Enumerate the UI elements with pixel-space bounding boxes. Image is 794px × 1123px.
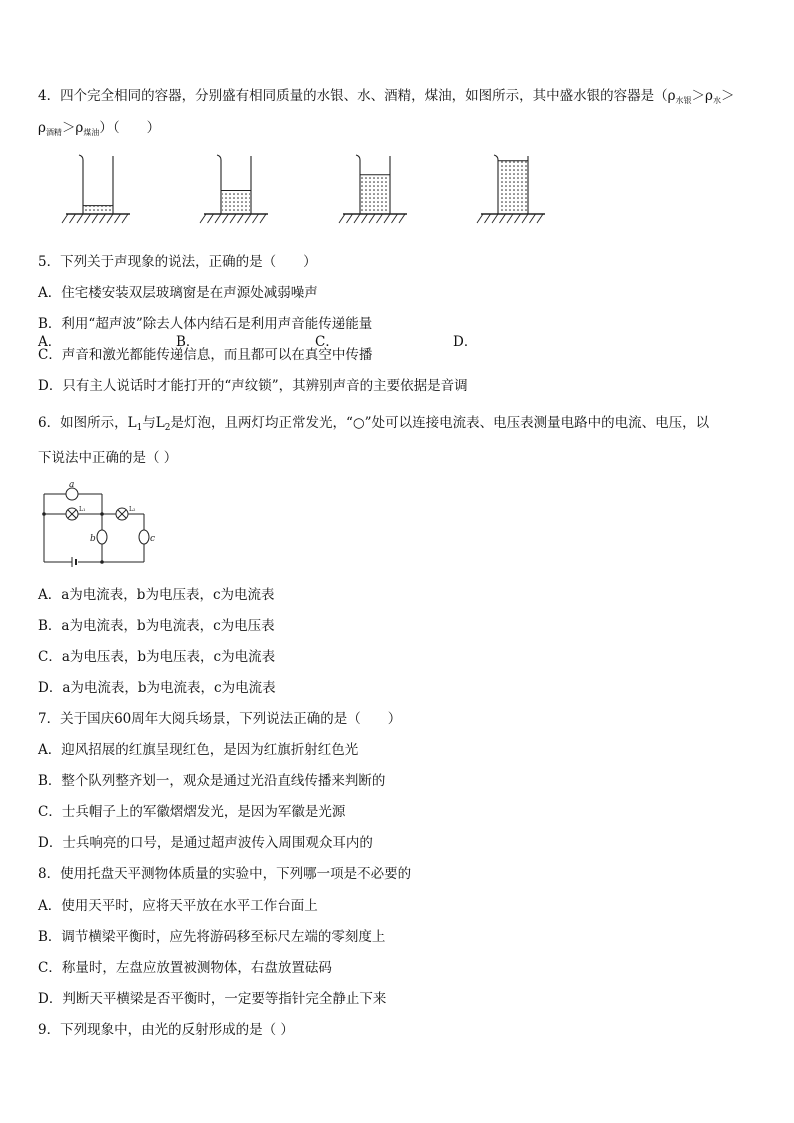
ground-hatch	[537, 214, 543, 223]
q5-option-a: A．住宅楼安装双层玻璃窗是在声源处减弱噪声	[38, 285, 318, 301]
ground-hatch	[238, 214, 244, 223]
q4-stem-text: 4．四个完全相同的容器，分别盛有相同质量的水银、水、酒精，煤油，如图所示，其中盛水银的容器是（ρ	[38, 88, 676, 104]
meter-b-label: b	[90, 534, 96, 544]
ground-hatch	[500, 214, 506, 223]
meter-a-label: a	[69, 480, 75, 490]
ground-hatch	[362, 214, 368, 223]
meter-c-circle	[139, 530, 149, 544]
q8-option-a: A．使用天平时，应将天平放在水平工作台面上	[38, 898, 318, 914]
ground-hatch	[354, 214, 360, 223]
ground-hatch	[339, 214, 345, 223]
q7-option-b: B．整个队列整齐划一，观众是通过光沿直线传播来判断的	[38, 773, 386, 789]
q5-stem: 5．下列关于声现象的说法，正确的是（ ）	[38, 254, 317, 270]
beaker-d	[477, 155, 545, 223]
ground-hatch	[260, 214, 266, 223]
q5-option-b: B．利用“超声波”除去人体内结石是利用声音能传递能量	[38, 316, 373, 332]
lamp-l1-label: L₁	[79, 506, 86, 513]
q4-gt: ＞	[720, 88, 735, 104]
q6-option-a: A．a为电流表，b为电压表，c为电流表	[38, 587, 275, 603]
q4-option-c-label: C．	[315, 334, 339, 350]
ground-hatch	[77, 214, 83, 223]
q6-stem-line1	[38, 411, 709, 433]
ground-hatch	[477, 214, 483, 223]
q4-answer-blank: ）（ ）	[99, 120, 161, 136]
q4-option-d-label: D．	[453, 334, 478, 350]
q4-option-b-label: B．	[176, 334, 200, 350]
lamp-l2-label: L₂	[129, 506, 136, 513]
q6-circuit-diagram	[38, 478, 158, 568]
q4-rho: ρ	[38, 120, 46, 136]
ground-hatch	[115, 214, 121, 223]
ground-hatch	[522, 214, 528, 223]
ground-hatch	[62, 214, 68, 223]
ground-hatch	[245, 214, 251, 223]
q8-stem: 8．使用托盘天平测物体质量的实验中，下列哪一项是不必要的	[38, 866, 412, 882]
ground-hatch	[223, 214, 229, 223]
ground-hatch	[100, 214, 106, 223]
ground-hatch	[85, 214, 91, 223]
subscript-mercury: 水银	[675, 96, 692, 105]
q4-stem-line1	[38, 84, 734, 106]
ground-hatch	[253, 214, 259, 223]
q7-option-c: C．士兵帽子上的军徽熠熠发光，是因为军徽是光源	[38, 804, 346, 820]
q8-option-d: D．判断天平横梁是否平衡时，一定要等指针完全静止下来	[38, 991, 387, 1007]
ground-hatch	[399, 214, 405, 223]
subscript-alcohol: 酒精	[45, 128, 62, 137]
q6-option-c: C．a为电压表，b为电压表，c为电流表	[38, 649, 276, 665]
q6-option-b: B．a为电流表，b为电流表，c为电压表	[38, 618, 275, 634]
ground-hatch	[369, 214, 375, 223]
q5-option-c: C．声音和激光都能传递信息，而且都可以在真空中传播	[38, 347, 373, 363]
meter-b-circle	[97, 530, 107, 544]
q5-option-d: D．只有主人说话时才能打开的“声纹锁”，其辨别声音的主要依据是音调	[38, 378, 468, 394]
beakers-svg	[0, 148, 794, 228]
q7-option-a: A．迎风招展的红旗呈现红色，是因为红旗折射红色光	[38, 742, 359, 758]
junction-dot	[100, 560, 104, 564]
ground-hatch	[215, 214, 221, 223]
beaker-liquid-c	[361, 175, 389, 214]
beaker-a	[62, 155, 130, 223]
junction-dot	[42, 512, 46, 516]
q4-gt: ＞ρ	[61, 120, 84, 136]
ground-hatch	[107, 214, 113, 223]
ground-hatch	[70, 214, 76, 223]
beaker-b	[200, 155, 268, 223]
q9-stem: 9．下列现象中，由光的反射形成的是（ ）	[38, 1022, 294, 1038]
ground-hatch	[515, 214, 521, 223]
subscript-kerosene: 煤油	[83, 128, 100, 137]
q8-option-c: C．称量时，左盘应放置被测物体，右盘放置砝码	[38, 960, 332, 976]
ground-hatch	[377, 214, 383, 223]
ground-hatch	[384, 214, 390, 223]
meter-c-label: c	[150, 534, 156, 544]
subscript-water: 水	[712, 96, 721, 105]
q6-option-d: D．a为电流表，b为电流表，c为电流表	[38, 680, 276, 696]
q6-stem-line2: 下说法中正确的是（ ）	[38, 450, 178, 466]
ground-hatch	[392, 214, 398, 223]
q6-stem-b: 与L	[142, 415, 165, 431]
ground-hatch	[530, 214, 536, 223]
ground-hatch	[208, 214, 214, 223]
q4-stem-line2	[38, 116, 160, 138]
q6-stem-a: 6．如图所示，L	[38, 415, 137, 431]
q6-stem-c: 是灯泡，且两灯均正常发光，“○”处可以连接电流表、电压表测量电路中的电流、电压，以	[170, 415, 710, 431]
ground-hatch	[122, 214, 128, 223]
beaker-liquid-b	[222, 190, 250, 214]
q8-option-b: B．调节横梁平衡时，应先将游码移至标尺左端的零刻度上	[38, 929, 386, 945]
junction-dot	[100, 512, 104, 516]
ground-hatch	[230, 214, 236, 223]
ground-hatch	[507, 214, 513, 223]
beaker-c	[339, 155, 407, 223]
subscript-1: 1	[136, 423, 143, 433]
q7-option-d: D．士兵响亮的口号，是通过超声波传入周围观众耳内的	[38, 835, 373, 851]
beaker-liquid-d	[499, 161, 527, 214]
ground-hatch	[492, 214, 498, 223]
ground-hatch	[347, 214, 353, 223]
subscript-2: 2	[164, 423, 171, 433]
beaker-liquid-a	[84, 206, 112, 214]
q4-option-a-label: A．	[38, 334, 62, 350]
ground-hatch	[92, 214, 98, 223]
ground-hatch	[485, 214, 491, 223]
ground-hatch	[200, 214, 206, 223]
q7-stem: 7．关于国庆60周年大阅兵场景，下列说法正确的是（ ）	[38, 711, 402, 727]
q4-gt: ＞ρ	[691, 88, 713, 104]
